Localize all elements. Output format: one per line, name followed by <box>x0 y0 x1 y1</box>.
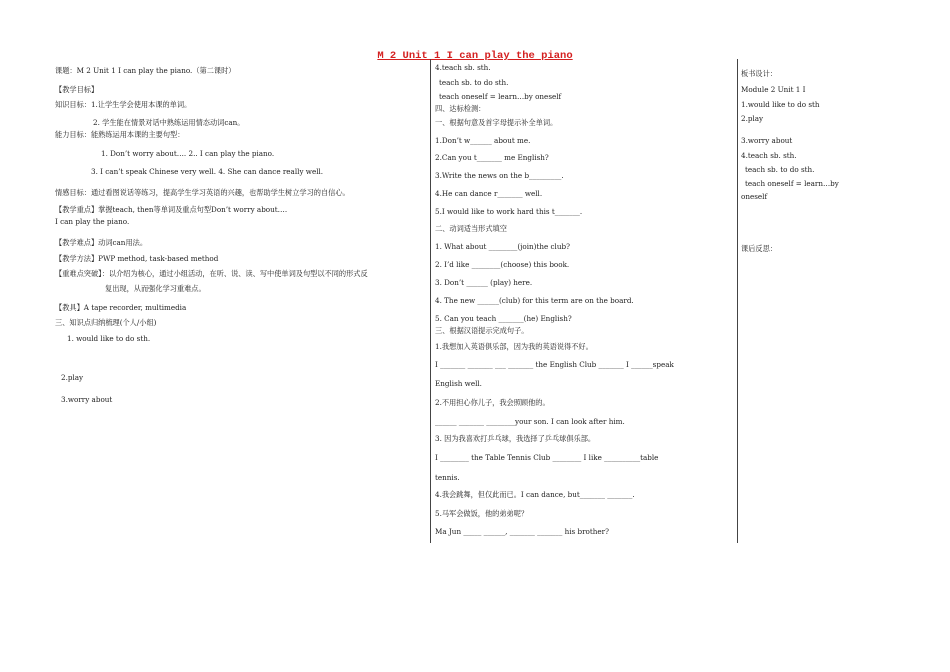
colC-line-0: 板书设计： <box>741 69 777 78</box>
colB-line-25: 4.我会跳舞，但仅此而已。I can dance, but_______ _______. <box>435 490 635 499</box>
colB-line-15: 5. Can you teach _______(he) English? <box>435 314 572 323</box>
colC-line-1: Module 2 Unit 1 I <box>741 85 806 94</box>
colB-line-3: 四、达标检测： <box>435 104 486 113</box>
page-title: M 2 Unit 1 I can play the piano <box>377 50 573 62</box>
colA-line-2: 知识目标：1.让学生学会使用本课的单词。 <box>55 100 192 109</box>
column-divider-1 <box>430 59 431 543</box>
colC-line-9: 课后反思： <box>741 244 777 253</box>
colB-line-1: teach sb. to do sth. <box>439 78 509 87</box>
colA-line-4: 能力目标：能熟练运用本课的主要句型： <box>55 130 185 139</box>
colB-line-24: tennis. <box>435 473 460 482</box>
colA-line-17: 2.play <box>61 373 84 382</box>
colB-line-0: 4.teach sb. sth. <box>435 63 491 72</box>
colB-line-16: 三、根据汉语提示完成句子。 <box>435 326 529 335</box>
colB-line-5: 1.Don’t w______ about me. <box>435 136 531 145</box>
colA-line-18: 3.worry about <box>61 395 113 404</box>
colB-line-19: English well. <box>435 379 482 388</box>
colB-line-27: Ma Jun _____ ______, _______ _______ his brother? <box>435 527 609 536</box>
colB-line-11: 1. What about ________(join)the club? <box>435 242 570 251</box>
colA-line-7: 情感目标：通过看图说话等练习，提高学生学习英语的兴趣，也帮助学生树立学习的自信心。 <box>55 188 350 197</box>
colC-line-6: teach sb. to do sth. <box>745 165 815 174</box>
colB-line-26: 5.马军会做饭，他的弟弟呢？ <box>435 509 529 518</box>
colA-line-12: 【重难点突破】：以介绍为核心，通过小组活动，在听、说、读、写中使单词及句型以不同的形式反 <box>55 269 368 278</box>
colB-line-20: 2.不用担心你儿子，我会照顾他的。 <box>435 398 550 407</box>
colB-line-7: 3.Write the news on the b_________. <box>435 171 564 180</box>
colA-line-5: 1. Don’t worry about…. 2.. I can play the piano. <box>101 149 275 158</box>
colB-line-2: teach oneself = learn…by oneself <box>439 92 562 101</box>
colA-line-13: 复出现，从而强化学习重难点。 <box>105 284 206 293</box>
colA-line-16: 1. would like to do sth. <box>67 334 151 343</box>
colB-line-22: 3. 因为我喜欢打乒乓球，我选择了乒乓球俱乐部。 <box>435 434 596 443</box>
colB-line-9: 5.I would like to work hard this t_______. <box>435 207 583 216</box>
colA-line-11: 【教学方法】PWP method, task-based method <box>55 254 219 263</box>
colA-line-6: 3. I can’t speak Chinese very well. 4. She can dance really well. <box>91 167 324 176</box>
colA-line-10: 【教学难点】动词can用法。 <box>55 238 148 247</box>
colA-line-0: 课题：M 2 Unit 1 I can play the piano.（第二课时） <box>55 66 236 75</box>
colC-line-8: oneself <box>741 192 768 201</box>
colB-line-12: 2. I’d like ________(choose) this book. <box>435 260 570 269</box>
column-divider-2 <box>737 59 738 543</box>
colC-line-3: 2.play <box>741 114 764 123</box>
colB-line-13: 3. Don’t ______ (play) here. <box>435 278 533 287</box>
colA-line-8: 【教学重点】掌握teach, then等单词及重点句型Don’t worry about…. <box>55 205 288 214</box>
colA-line-9: I can play the piano. <box>55 217 130 226</box>
colB-line-10: 二、动词适当形式填空 <box>435 224 507 233</box>
colB-line-23: I ________ the Table Tennis Club ________ I like __________table <box>435 453 659 462</box>
colB-line-4: 一、根据句意及首字母提示补全单词。 <box>435 118 558 127</box>
colC-line-4: 3.worry about <box>741 136 793 145</box>
colA-line-1: 【教学目标】 <box>55 85 99 94</box>
colA-line-15: 三、知识点归纳梳理(个人/小组) <box>55 318 157 327</box>
colA-line-3: 2. 学生能在情景对话中熟练运用情态动词can。 <box>93 118 245 127</box>
colB-line-6: 2.Can you t_______ me English? <box>435 153 549 162</box>
colC-line-2: 1.would like to do sth <box>741 100 820 109</box>
colB-line-21: ______ _______ ________your son. I can look after him. <box>435 417 625 426</box>
colB-line-18: I _______ _______ ___ _______ the English Club _______ I ______speak <box>435 360 674 369</box>
colB-line-17: 1.我想加入英语俱乐部，因为我的英语说得不好。 <box>435 342 593 351</box>
colC-line-5: 4.teach sb. sth. <box>741 151 797 160</box>
colB-line-14: 4. The new ______(club) for this term are on the board. <box>435 296 634 305</box>
colC-line-7: teach oneself = learn…by <box>745 179 839 188</box>
colB-line-8: 4.He can dance r_______ well. <box>435 189 543 198</box>
colA-line-14: 【教具】A tape recorder, multimedia <box>55 303 187 312</box>
